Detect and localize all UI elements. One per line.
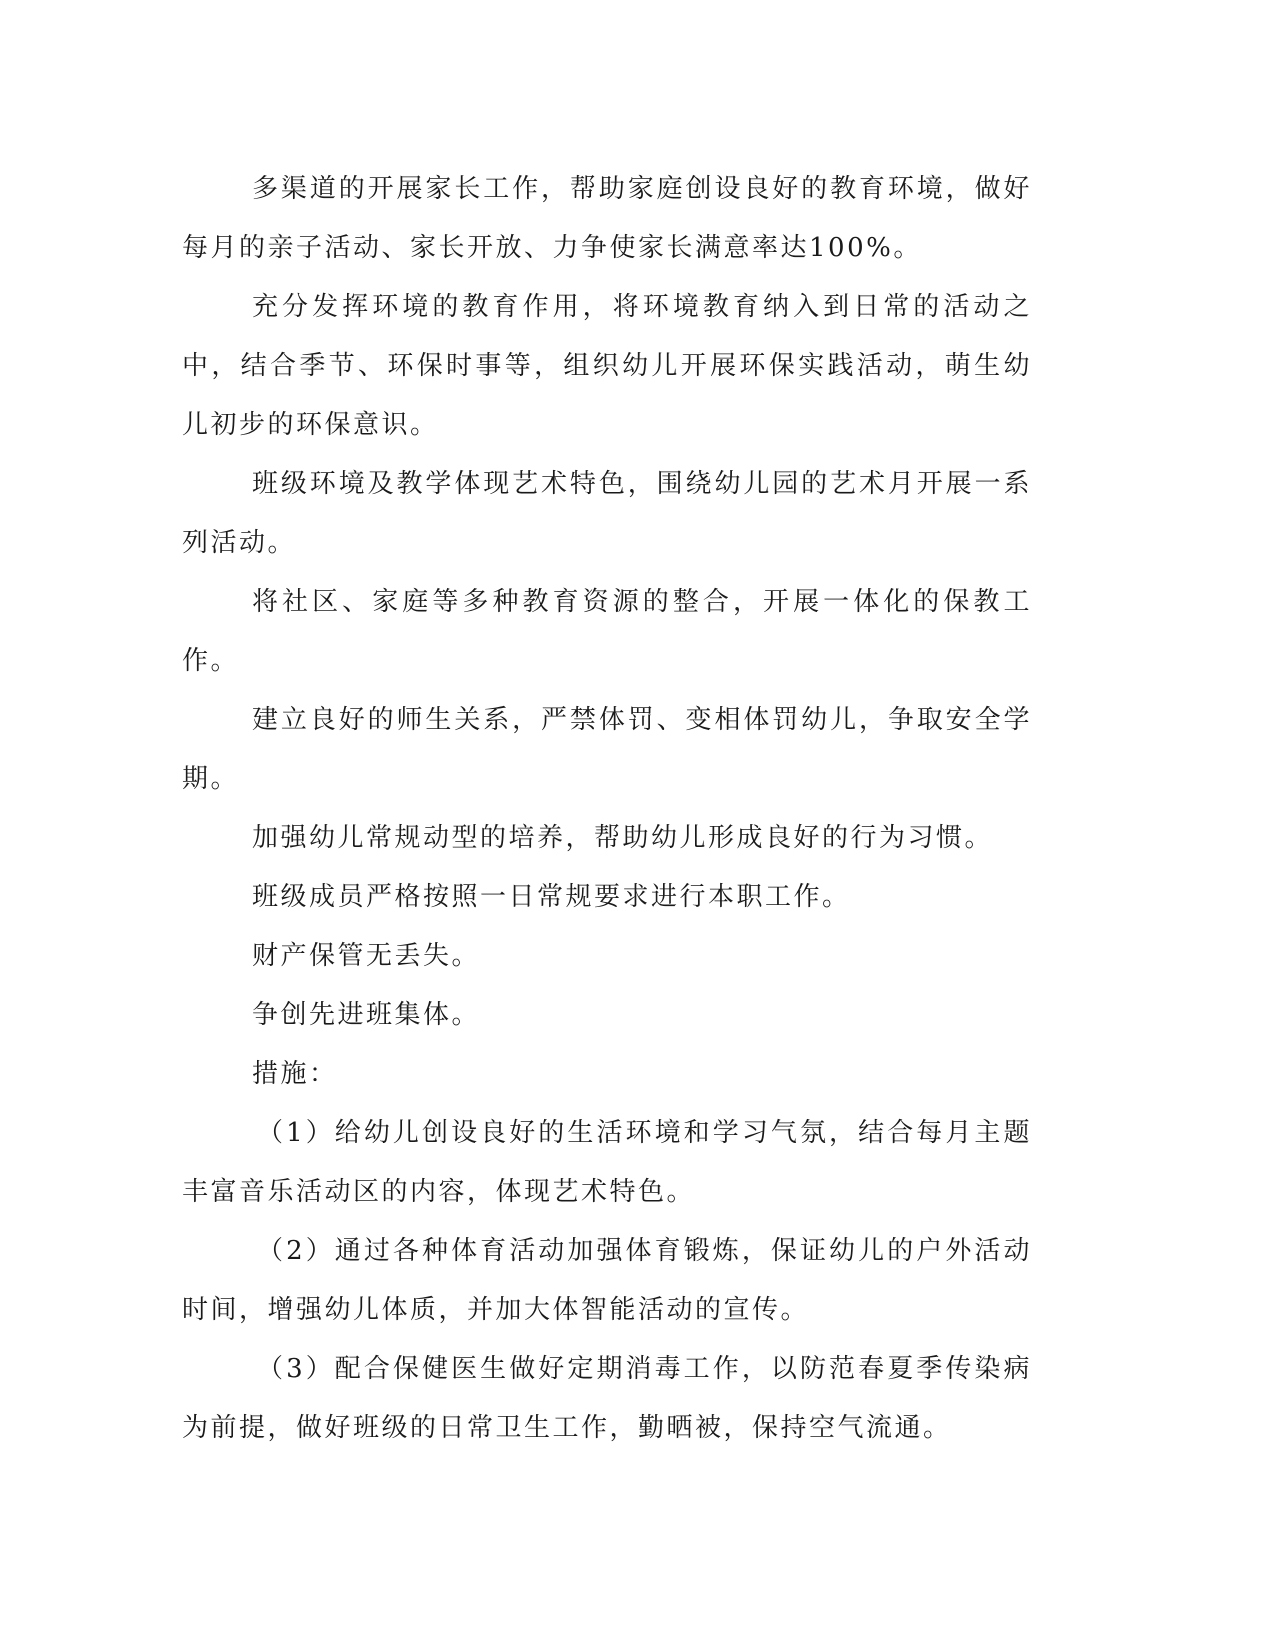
paragraph-measures-heading: 措施： — [252, 1059, 338, 1089]
paragraph-resource-integration: 将社区、家庭等多种教育资源的整合，开展一体化的保教工作。 — [182, 587, 1032, 676]
paragraph-class-members: 班级成员严格按照一日常规要求进行本职工作。 — [252, 882, 851, 912]
paragraph-advanced-class: 争创先进班集体。 — [252, 1000, 481, 1030]
paragraph-measure-1: （1）给幼儿创设良好的生活环境和学习气氛，结合每月主题丰富音乐活动区的内容，体现艺术特色。 — [182, 1118, 1032, 1207]
document-body — [182, 160, 1032, 1458]
paragraph-parent-work: 多渠道的开展家长工作，帮助家庭创设良好的教育环境，做好每月的亲子活动、家长开放、力争使家长满意率达100%。 — [182, 174, 1032, 263]
paragraph-environment-education: 充分发挥环境的教育作用，将环境教育纳入到日常的活动之中，结合季节、环保时事等，组织幼儿开展环保实践活动，萌生幼儿初步的环保意识。 — [182, 292, 1032, 440]
paragraph-measure-3: （3）配合保健医生做好定期消毒工作，以防范春夏季传染病为前提，做好班级的日常卫生工作，勤晒被，保持空气流通。 — [182, 1354, 1032, 1443]
paragraph-art-feature: 班级环境及教学体现艺术特色，围绕幼儿园的艺术月开展一系列活动。 — [182, 469, 1032, 558]
paragraph-routine-training: 加强幼儿常规动型的培养，帮助幼儿形成良好的行为习惯。 — [252, 823, 994, 853]
paragraph-measure-2: （2）通过各种体育活动加强体育锻炼，保证幼儿的户外活动时间，增强幼儿体质，并加大体智能活动的宣传。 — [182, 1236, 1032, 1325]
paragraph-property: 财产保管无丢失。 — [252, 941, 481, 971]
paragraph-teacher-student: 建立良好的师生关系，严禁体罚、变相体罚幼儿，争取安全学期。 — [182, 705, 1032, 794]
